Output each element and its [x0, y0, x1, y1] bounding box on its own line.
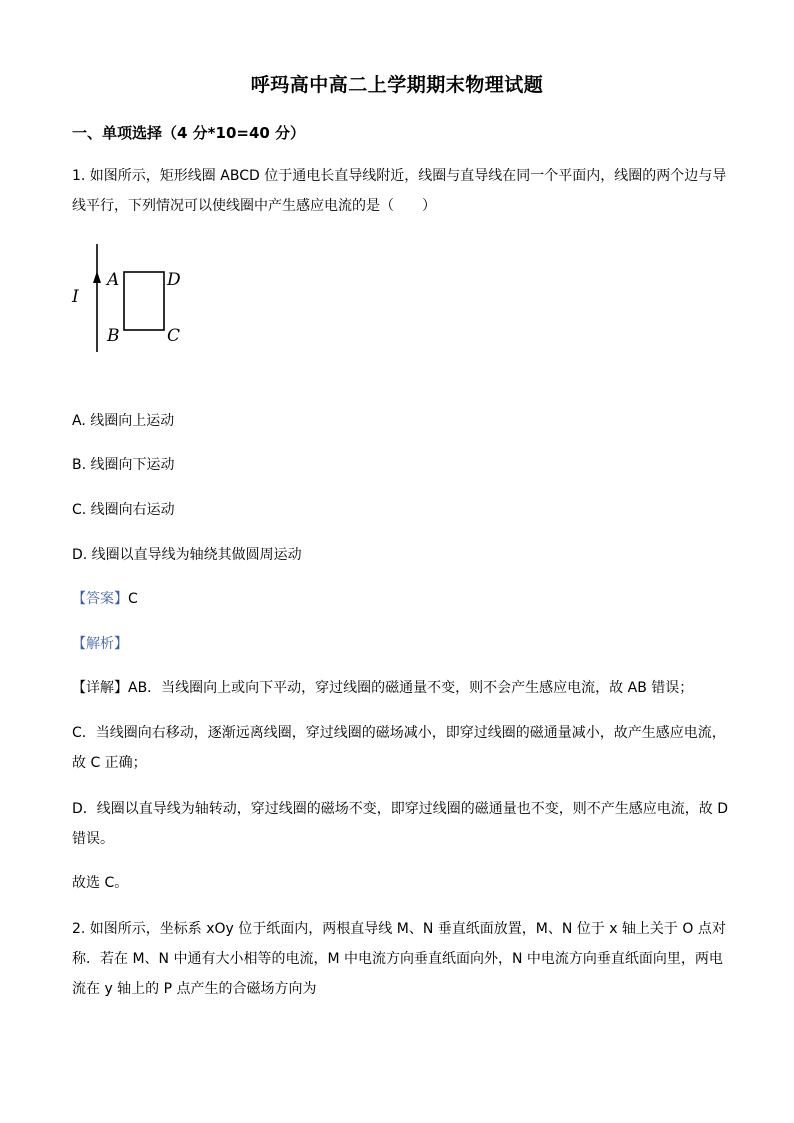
- option-d: D. 线圈以直导线为轴绕其做圆周运动: [72, 547, 302, 563]
- detail-d-line-2: 错误。: [72, 831, 114, 847]
- answer-value: C: [128, 591, 138, 607]
- detail-ab-text: AB．当线圈向上或向下平动，穿过线圈的磁通量不变，则不会产生感应电流，故 AB 错误；: [128, 680, 694, 696]
- analysis-line: [72, 634, 128, 654]
- detail-c-line-1: C．当线圈向右移动，逐渐远离线圈，穿过线圈的磁场减小，即穿过线圈的磁通量减小，故产生感应电流，: [72, 725, 726, 741]
- question-2-stem-line-1: 2. 如图所示，坐标系 xOy 位于纸面内，两根直导线 M、N 垂直纸面放置，M、N 位于 x 轴上关于 O 点对: [72, 921, 726, 937]
- wire-loop-figure: [60, 238, 200, 358]
- question-2-stem-line-3: 流在 y 轴上的 P 点产生的合磁场方向为: [72, 981, 317, 997]
- option-c: C. 线圈向右运动: [72, 502, 175, 518]
- detail-d-line-1: D．线圈以直导线为轴转动，穿过线圈的磁场不变，即穿过线圈的磁通量也不变，则不产生感应电流，故 D: [72, 801, 729, 817]
- detail-d-paragraph: [72, 794, 736, 854]
- question-2-stem: [72, 914, 732, 1004]
- answer-tag: 【答案】: [72, 591, 128, 607]
- label-a: A: [107, 270, 120, 290]
- current-arrow-icon: [93, 271, 101, 283]
- question-2-stem-line-2: 称．若在 M、N 中通有大小相等的电流，M 中电流方向垂直纸面向外，N 中电流方向垂直纸面向里，两电: [72, 951, 723, 967]
- question-1-stem-line-1: 1. 如图所示，矩形线圈 ABCD 位于通电长直导线附近，线圈与直导线在同一个平面内，线圈的两个边与导: [72, 168, 727, 184]
- detail-ab-line: [72, 678, 693, 698]
- conclusion-line: 故选 C。: [72, 875, 129, 891]
- question-1-stem-line-2: 线平行，下列情况可以使线圈中产生感应电流的是（ ）: [72, 198, 436, 214]
- rectangular-loop: [124, 272, 164, 330]
- option-b: B. 线圈向下运动: [72, 457, 175, 473]
- analysis-tag: 【解析】: [72, 636, 128, 652]
- detail-tag: 【详解】: [72, 680, 128, 696]
- label-current-i: I: [72, 287, 79, 307]
- detail-c-line-2: 故 C 正确；: [72, 755, 147, 771]
- section-heading: 一、单项选择（4 分*10=40 分）: [72, 124, 306, 142]
- answer-line: [72, 589, 138, 609]
- page-title: 呼玛高中高二上学期期末物理试题: [250, 74, 544, 96]
- question-1-stem: [72, 161, 732, 221]
- label-b: B: [107, 326, 120, 346]
- label-d: D: [167, 270, 181, 290]
- option-a: A. 线圈向上运动: [72, 413, 175, 429]
- label-c: C: [167, 326, 181, 346]
- detail-c-paragraph: [72, 718, 736, 778]
